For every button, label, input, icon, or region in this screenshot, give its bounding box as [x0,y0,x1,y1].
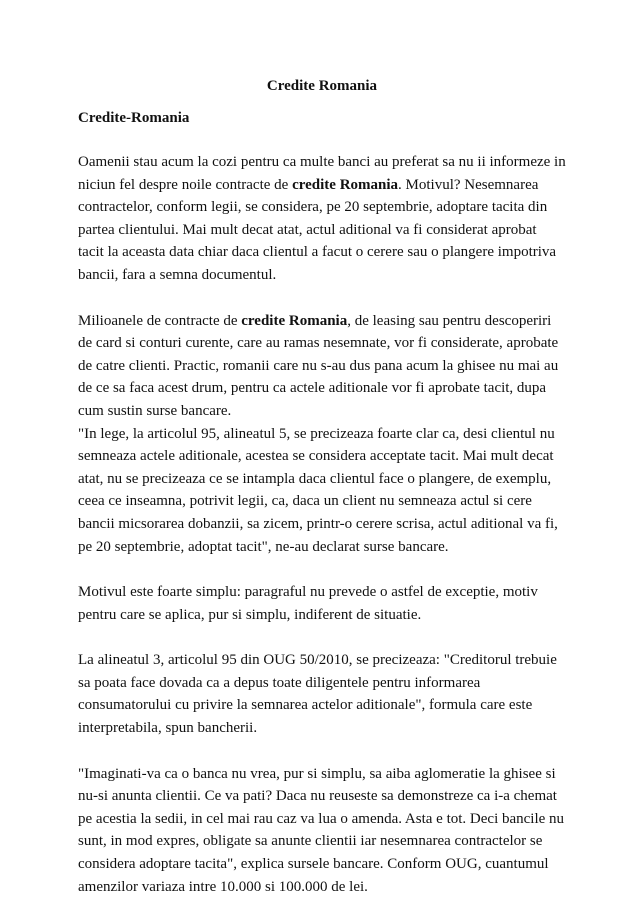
paragraph-2-text-end: , de leasing sau pentru descoperiri de card si conturi curente, care au ramas nesemnate, vor fi considerate, aprobate de catre clienti. Practic, romanii care nu s-au dus pana acum la ghisee nu mai au de ce sa faca acest drum, pentru ca actele aditionale vor fi aprobate tacit, dupa cum sustin surse bancare. [78,312,559,419]
paragraph-1 [78,151,566,287]
paragraph-6-quote: "Imaginati-va ca o banca nu vrea, pur si simplu, sa aiba aglomeratie la ghisee si nu-si anunta clientii. Ce va pati? Daca nu reuseste sa demonstreze ca i-a chemat pe acestia la sedii, in cel mai rau caz va lua o amenda. Asta e tot. Deci bancile nu sunt, in mod expres, obligate sa anunte clientii iar nesemnarea contractelor se considera adoptare tacita", explica sursele bancare. Conform OUG, cuantumul amenzilor variaza intre 10.000 si 100.000 de lei. [78,765,565,895]
paragraph-4: Motivul este foarte simplu: paragraful nu prevede o astfel de exceptie, motiv pentru care se aplica, pur si simplu, indiferent de situatie. [78,584,538,623]
paragraph-2-keyword: credite Romania [241,312,348,329]
paragraph-1-text-end: . Motivul? Nesemnarea contractelor, conform legii, se considera, pe 20 septembrie, adoptare tacita din partea clientului. Mai mult decat atat, actul aditional va fi considerat aprobat tacit la aceasta data chiar daca clientul a facut o cerere sau o plangere impotriva bancii, fara a semna documentul. [78,176,557,283]
paragraph-1-text-start: Oamenii stau acum la cozi pentru ca multe banci au preferat sa nu ii informeze in niciun fel despre noile contracte de [78,154,566,193]
paragraph-1-keyword: credite Romania [292,176,399,193]
paragraph-3-quote: "In lege, la articolul 95, alineatul 5, se precizeaza foarte clar ca, desi clientul nu semneaza actele aditionale, acestea se considera acceptate tacit. Mai mult decat atat, nu se precizeaza ce se intampla daca clientul face o plangere, de exemplu, ceea ce inseamna, potrivit legii, ca, daca un client nu semneaza actul si cere bancii micsorarea dobanzii, sa zicem, printr-o cerere scrisa, actul aditional va fi, pe 20 septembrie, adoptat tacit", ne-au declarat surse bancare. [78,425,558,555]
document-title: Credite Romania [266,78,378,94]
paragraph-2 [78,310,566,423]
paragraph-2-text-start: Milioanele de contracte de [78,312,242,329]
document-subtitle: Credite-Romania [78,110,190,126]
paragraph-5: La alineatul 3, articolul 95 din OUG 50/2010, se precizeaza: "Creditorul trebuie sa poata face dovada ca a depus toate diligentele pentru informarea consumatorului cu privire la semnarea actelor aditionale", formula care este interpretabila, spun bancherii. [78,652,557,737]
